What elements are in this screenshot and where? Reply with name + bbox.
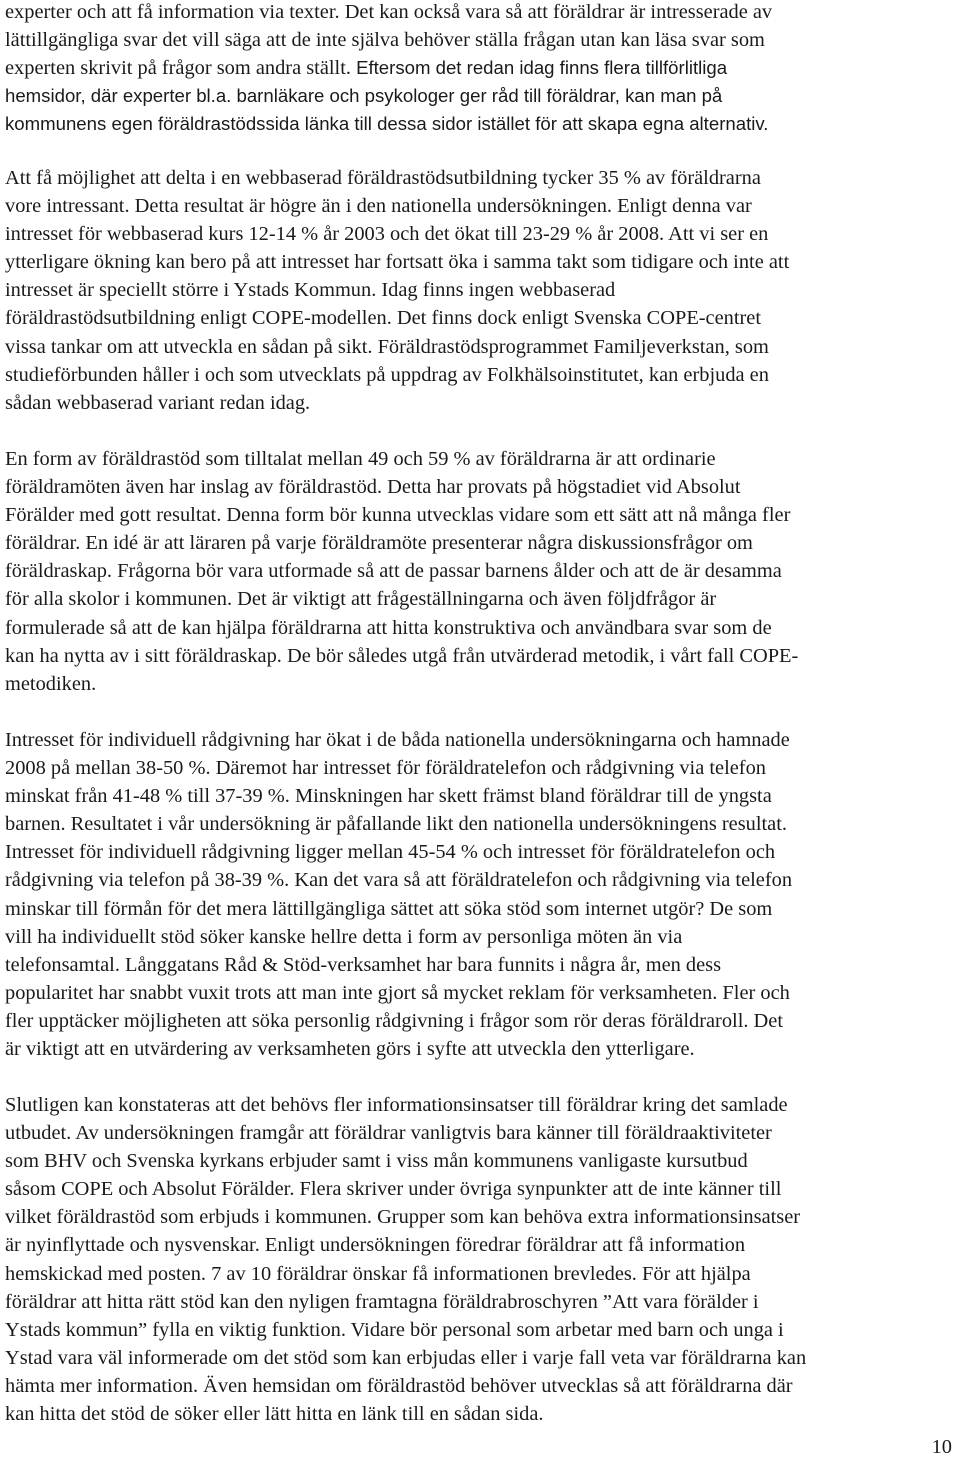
text-run: Eftersom det redan idag finns flera tillförlitliga — [356, 57, 728, 79]
text-line — [5, 389, 789, 417]
text-run: lättillgängliga svar det vill säga att de inte själva behöver ställa frågan utan kan läsa svar som — [5, 29, 765, 52]
text-run: Intresset för individuell rådgivning har ökat i de båda nationella undersökningarna och hamnade — [5, 729, 790, 751]
text-line — [5, 361, 789, 389]
text-line — [5, 1119, 806, 1147]
text-run: kan ha nytta av i sitt föräldraskap. De bör således utgå från utvärderad metodik, i vårt fall COPE- — [5, 644, 799, 667]
text-line — [5, 1316, 806, 1344]
text-line — [5, 951, 792, 979]
text-line — [5, 838, 792, 866]
text-run: Förälder med gott resultat. Denna form bör kunna utvecklas vidare som ett sätt att nå många fler — [5, 504, 791, 527]
text-line — [5, 895, 792, 923]
text-line — [5, 26, 772, 54]
text-run: föräldramöten även har inslag av föräldrastöd. Detta har provats på högstadiet vid Absolut — [5, 476, 741, 499]
text-line — [5, 192, 789, 220]
text-run: popularitet har snabbt vuxit trots att man inte gjort så mycket reklam för verksamheten. Fler och — [5, 981, 790, 1004]
text-run: telefonsamtal. Långgatans Råd & Stöd-verksamhet har bara funnits i några år, men dess — [5, 953, 722, 976]
text-run: kommunens egen föräldrastödssida länka till dessa sidor istället för att skapa egna alternativ. — [5, 113, 769, 135]
text-run: föräldrar. En idé är att läraren på varje föräldramöte presenterar några diskussionsfrågor om — [5, 532, 753, 555]
text-run: intresset för webbaserad kurs 12-14 % år 2003 och det ökat till 23-29 % år 2008. Att vi ser en — [5, 223, 769, 246]
text-line — [5, 923, 792, 951]
text-run: rådgivning via telefon på 38-39 %. Kan det vara så att föräldratelefon och rådgivning via telefon — [5, 869, 793, 892]
text-line — [5, 866, 792, 894]
text-line — [5, 445, 798, 473]
text-line — [5, 473, 798, 501]
text-line — [5, 110, 772, 138]
text-run: utbudet. Av undersökningen framgår att föräldrar vanligtvis bara känner till föräldraaktiviteter — [5, 1122, 772, 1145]
text-line — [5, 754, 792, 782]
page-number: 10 — [931, 1436, 952, 1458]
text-run: Ystads kommun” fylla en viktig funktion. Vidare bör personal som arbetar med barn och unga i — [5, 1318, 784, 1341]
text-line — [5, 585, 798, 613]
text-line — [5, 1260, 806, 1288]
text-run: föräldrar att hitta rätt stöd kan den nyligen framtagna föräldrabroschyren ”Att vara förälder i — [5, 1290, 759, 1313]
text-line — [5, 1400, 806, 1428]
paragraph — [5, 726, 792, 1063]
text-run: 2008 på mellan 38-50 %. Däremot har intresset för föräldratelefon och rådgivning via telefon — [5, 757, 766, 780]
text-run: sådan webbaserad variant redan idag. — [5, 391, 311, 414]
text-run: Intresset för individuell rådgivning ligger mellan 45-54 % och intresset för föräldratelefon och — [5, 841, 776, 864]
paragraph — [5, 0, 772, 138]
text-line — [5, 54, 772, 82]
text-run: vissa tankar om att utveckla en sådan på sikt. Föräldrastödsprogrammet Familjeverkstan, som — [5, 335, 769, 358]
text-line — [5, 782, 792, 810]
text-run: ytterligare ökning kan bero på att intresset har fortsatt öka i samma takt som tidigare och inte att — [5, 251, 790, 274]
text-line — [5, 501, 798, 529]
text-run: kan hitta det stöd de söker eller lätt hitta en länk till en sådan sida. — [5, 1403, 544, 1426]
text-line — [5, 810, 792, 838]
text-line — [5, 276, 789, 304]
text-run: Ystad vara väl informerade om det stöd som kan erbjudas eller i varje fall veta var föräldrarna kan — [5, 1346, 807, 1369]
text-line — [5, 1175, 806, 1203]
paragraph — [5, 445, 798, 698]
text-run: som BHV och Svenska kyrkans erbjuder samt i viss mån kommunens vanligaste kursutbud — [5, 1150, 748, 1173]
text-run: hemskickad med posten. 7 av 10 föräldrar önskar få informationen brevledes. För att hjälpa — [5, 1262, 751, 1285]
text-line — [5, 248, 789, 276]
text-run: intresset är speciellt större i Ystads Kommun. Idag finns ingen webbaserad — [5, 279, 616, 302]
text-line — [5, 82, 772, 110]
text-run: föräldraskap. Frågorna bör vara utformade så att de passar barnens ålder och att de är desamma — [5, 560, 782, 583]
text-run: vore intressant. Detta resultat är högre än i den nationella undersökningen. Enligt denna var — [5, 195, 752, 218]
text-run: såsom COPE och Absolut Förälder. Flera skriver under övriga synpunkter att de inte känner till — [5, 1178, 782, 1201]
text-run: vilket föräldrastöd som erbjuds i kommunen. Grupper som kan behöva extra informationsinsatser — [5, 1206, 801, 1229]
text-run: studieförbunden håller i och som utvecklats på uppdrag av Folkhälsoinstitutet, kan erbjuda en — [5, 363, 769, 386]
text-line — [5, 1007, 792, 1035]
text-line — [5, 1372, 806, 1400]
text-run: vill ha individuellt stöd söker kanske hellre detta i form av personliga möten än via — [5, 925, 683, 948]
text-run: experter och att få information via texter. Det kan också vara så att föräldrar är intresserade av — [5, 1, 773, 23]
text-line — [5, 1147, 806, 1175]
text-run: Att få möjlighet att delta i en webbaserad föräldrastödsutbildning tycker 35 % av föräldrarna — [5, 167, 761, 189]
text-run: minskar till förmån för det mera lättillgängliga sättet att söka stöd som internet utgör? De som — [5, 897, 773, 920]
text-run: minskat från 41-48 % till 37-39 %. Minskningen har skett främst bland föräldrar till de yngsta — [5, 785, 772, 808]
text-line — [5, 333, 789, 361]
text-line — [5, 726, 792, 754]
text-line — [5, 304, 789, 332]
text-line — [5, 1231, 806, 1259]
text-run: Slutligen kan konstateras att det behövs fler informationsinsatser till föräldrar kring det samlade — [5, 1094, 788, 1116]
text-run: är nyinflyttade och nysvenskar. Enligt undersökningen föredrar föräldrar att få information — [5, 1234, 746, 1257]
text-run: formulerade så att de kan hjälpa föräldrarna att hitta konstruktiva och användbara svar som de — [5, 616, 772, 639]
text-line — [5, 1091, 806, 1119]
text-run: En form av föräldrastöd som tilltalat mellan 49 och 59 % av föräldrarna är att ordinarie — [5, 448, 716, 470]
paragraph — [5, 164, 789, 417]
text-line — [5, 164, 789, 192]
text-run: fler upptäcker möjligheten att söka personlig rådgivning i frågor som rör deras föräldraroll. Det — [5, 1009, 783, 1032]
text-run: experten skrivit på frågor som andra ställt. — [5, 57, 357, 80]
text-run: metodiken. — [5, 672, 97, 695]
text-run: barnen. Resultatet i vår undersökning är påfallande likt den nationella undersökningens resultat. — [5, 813, 787, 836]
text-run: föräldrastödsutbildning enligt COPE-modellen. Det finns dock enligt Svenska COPE-centret — [5, 307, 762, 330]
text-line — [5, 1344, 806, 1372]
text-run: hämta mer information. Även hemsidan om föräldrastöd behöver utvecklas så att föräldrarna där — [5, 1374, 793, 1397]
text-run: för alla skolor i kommunen. Det är viktigt att frågeställningarna och även följdfrågor är — [5, 588, 717, 611]
text-line — [5, 1035, 792, 1063]
text-line — [5, 557, 798, 585]
text-line — [5, 220, 789, 248]
text-line — [5, 670, 798, 698]
text-line — [5, 642, 798, 670]
paragraph — [5, 1091, 806, 1428]
text-run: hemsidor, där experter bl.a. barnläkare och psykologer ger råd till föräldrar, kan man på — [5, 85, 723, 107]
text-line — [5, 529, 798, 557]
text-line — [5, 0, 772, 26]
text-line — [5, 979, 792, 1007]
text-line — [5, 1203, 806, 1231]
text-run: är viktigt att en utvärdering av verksamheten görs i syfte att utveckla den ytterligare. — [5, 1038, 695, 1061]
text-line — [5, 1288, 806, 1316]
text-line — [5, 614, 798, 642]
